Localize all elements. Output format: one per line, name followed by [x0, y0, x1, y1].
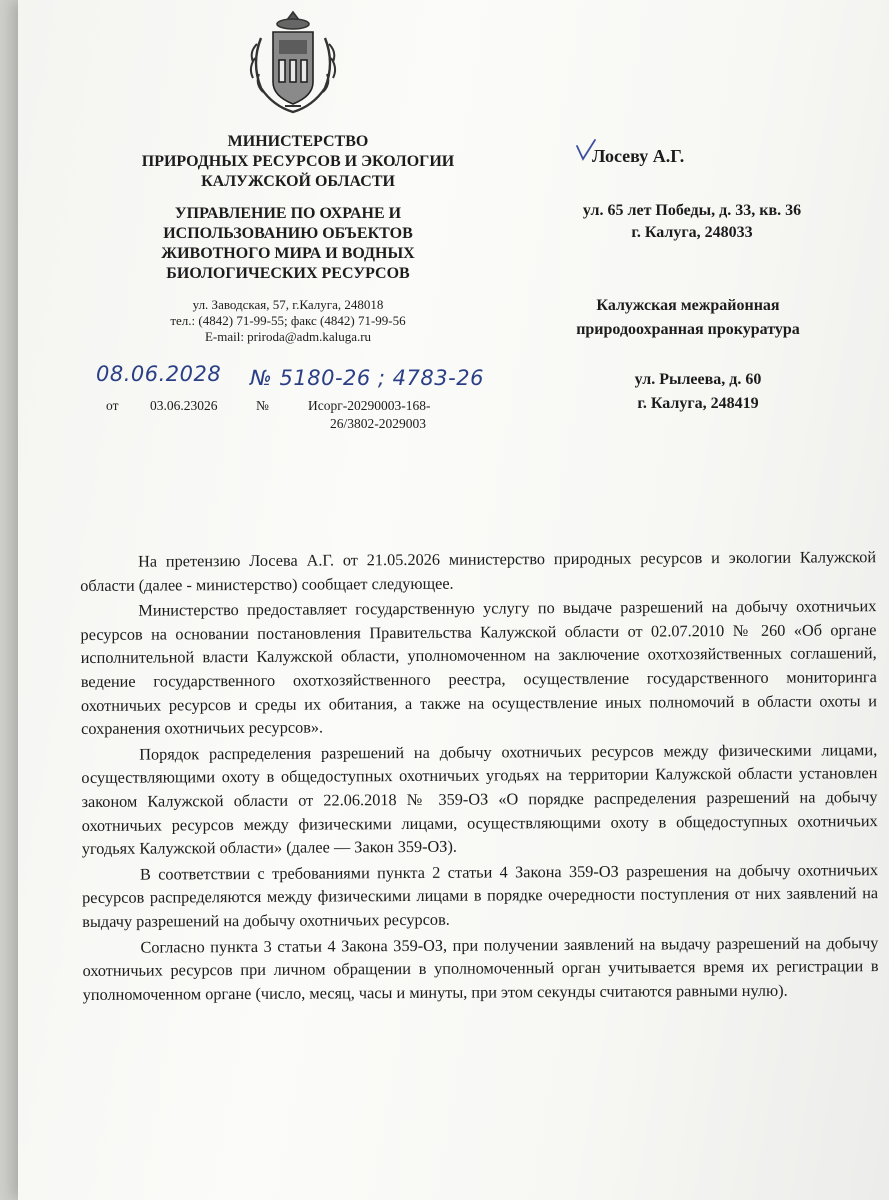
ministry-line: МИНИСТЕРСТВО	[227, 133, 369, 150]
organization-line: Калужская межрайонная	[596, 297, 780, 314]
number-label: №	[256, 398, 269, 413]
sender-phone: тел.: (4842) 71-99-55; факс (4842) 71-99-56	[170, 313, 406, 328]
organization-address	[558, 368, 838, 416]
body-paragraph: Согласно пункта 3 статьи 4 Закона 359-ОЗ, при получении заявлений на выдачу разрешений на добычу охотничьих ресурсов при личном обращении в уполномоченный орган учитывается время их регистрации в уполномоченном органе (число, месяц, часы и минуты, при этом секунды считаются равными нулю).	[82, 932, 879, 1004]
sender-email: E-mail: priroda@adm.kaluga.ru	[204, 329, 372, 344]
ministry-line: ПРИРОДНЫХ РЕСУРСОВ И ЭКОЛОГИИ	[141, 153, 455, 170]
department-line: БИОЛОГИЧЕСКИХ РЕСУРСОВ	[166, 265, 410, 282]
document-page	[18, 0, 889, 1200]
handwritten-date: 08.06.2028	[96, 362, 222, 386]
recipient-organization	[508, 294, 868, 342]
from-label: от	[106, 398, 119, 413]
organization-address-line: ул. Рылеева, д. 60	[634, 371, 762, 388]
organization-address-line: г. Калуга, 248419	[637, 395, 759, 412]
sender-address: ул. Заводская, 57, г.Калуга, 248018	[192, 297, 384, 312]
body-paragraph: Министерство предоставляет государственную услугу по выдаче разрешений на добычу охотничьих ресурсов на основании постановления Правительства Калужской области от 02.07.2010 № 260 «Об органе исполнительной власти Калужской области, уполномоченном на заключение охотхозяйственных соглашений, ведение государственного охотхозяйственного реестра, осуществление государственного мониторинга охотничьих ресурсов и среды их обитания, а также на осуществление иных полномочий в области охоты и сохранения охотничьих ресурсов».	[80, 596, 877, 739]
ministry-line: КАЛУЖСКОЙ ОБЛАСТИ	[201, 173, 395, 190]
handwritten-number: № 5180-26 ; 4783-26	[250, 366, 484, 390]
organization-line: природоохранная прокуратура	[576, 321, 800, 338]
body-paragraph: Порядок распределения разрешений на добычу охотничьих ресурсов между физическими лицами, осуществляющими охоту в общедоступных охотничьих угодьях на территории Калужской области установлен законом Калужской области от 22.06.2018 № 359-ОЗ «О порядке распределения разрешений на добычу охотничьих ресурсов между физическими лицами, осуществляющими охоту в общедоступных охотничьих угодьях Калужской области» (далее — Закон 359-ОЗ).	[81, 739, 878, 859]
recipient-address	[522, 200, 862, 244]
department-line: ИСПОЛЬЗОВАНИЮ ОБЪЕКТОВ	[163, 225, 413, 242]
recipient-address-line: ул. 65 лет Победы, д. 33, кв. 36	[582, 202, 802, 219]
body-paragraph: На претензию Лосева А.Г. от 21.05.2026 министерство природных ресурсов и экологии Калужской области (далее - министерство) сообщает следующее.	[80, 547, 877, 595]
coat-of-arms-icon	[243, 8, 343, 116]
department-line: ЖИВОТНОГО МИРА И ВОДНЫХ	[161, 245, 415, 262]
recipient-name: Лосеву А.Г.	[592, 146, 685, 166]
body-paragraph: В соответствии с требованиями пункта 2 статьи 4 Закона 359-ОЗ разрешения на добычу охотничьих ресурсов распределяются между физическими лицами в порядке очередности поступления от них заявлений на выдачу разрешений на добычу охотничьих ресурсов.	[82, 859, 879, 931]
department-name	[108, 204, 468, 284]
department-line: УПРАВЛЕНИЕ ПО ОХРАНЕ И	[174, 205, 402, 222]
contact-info	[118, 297, 458, 345]
recipient-address-line: г. Калуга, 248033	[631, 224, 753, 241]
ministry-name	[88, 132, 508, 192]
reference-number-line1: Исорг-20290003-168-	[308, 398, 431, 413]
reference-number-line2: 26/3802-2029003	[330, 416, 426, 431]
letter-body	[80, 545, 879, 1008]
registration-date: 03.06.23026	[150, 398, 218, 413]
